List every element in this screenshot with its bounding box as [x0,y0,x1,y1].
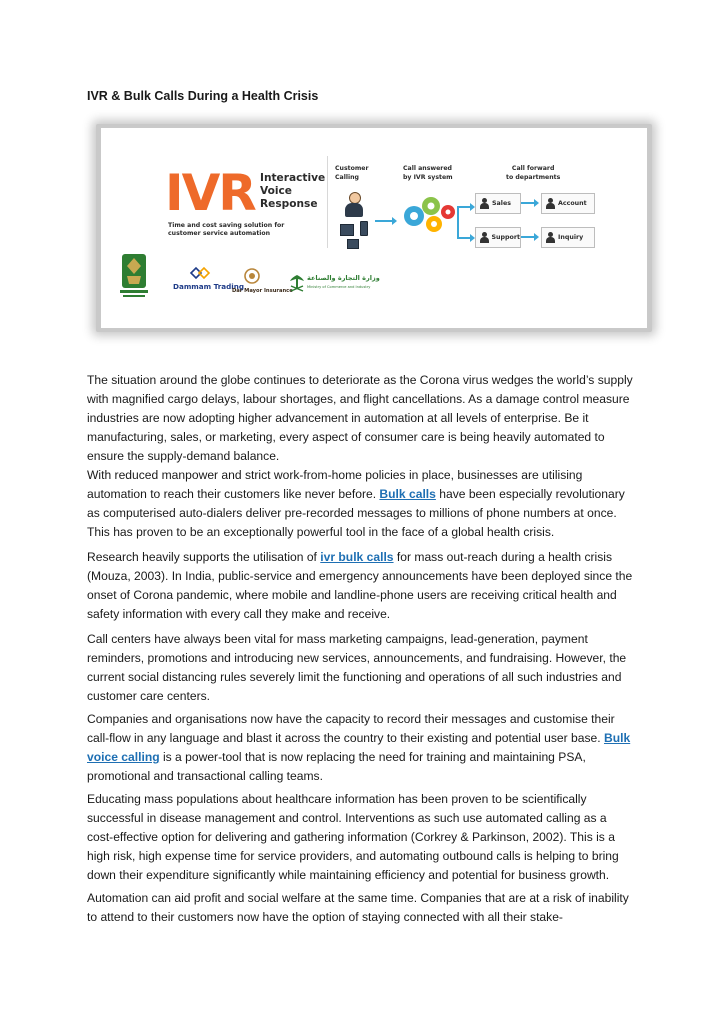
paragraph-text: have been especially revolutionary as computerised auto-dialers deliver pre-recorded messages to millions of phone numbers at once. This has proven to be an exceptionally powerful tool in the face of a global health crisis. [87,486,625,539]
ivr-subtitle: Interactive Voice Response [260,172,326,210]
desktop-icon [347,239,359,249]
paragraph-text: Automation can aid profit and social welfare at the same time. Companies that are at a risk of inability to attend to their customers now have the option of staying connected with all their stake- [87,891,629,924]
paragraph-text: Educating mass populations about healthcare information has been proven to be scientifically successful in disease management and control. Interventions as such use automated calling as a cost-effective option for delivering and gathering information (Corkrey & Parkinson, 2002). This is a high risk, high expense time for service providers, and automating outbound calls is helping to bring down their expenditure significantly while maintaining efficiency and potential for business growth. [87,792,619,882]
phone-icon [360,221,368,236]
paragraph-text: is a power-tool that is now replacing the need for training and maintaining PSA, promotional and transactional calling teams. [87,749,586,783]
ivr-banner-image [101,128,647,328]
body-paragraph [87,889,635,927]
dar-mark-icon [244,268,260,284]
inline-link[interactable]: Bulk calls [379,486,436,501]
gears-icon [399,194,457,236]
paragraph-text: The situation around the globe continues to deteriorate as the Corona virus wedges the world’s supply with magnified cargo delays, labour shortages, and flight cancellations. As a damage control measure industries are now adopting higher advancement in automation at all levels of enterprise. Be it manufacturing, sales, or marketing, every aspect of consumer care is being heavily automated to ensure the supply-demand balance. [87,373,633,463]
ivr-tagline: Time and cost saving solution for customer service automation [168,222,285,237]
inline-link[interactable]: Bulk voice calling [87,730,631,764]
dept-inquiry: Inquiry [541,227,595,248]
ivr-logo-text: IVR [165,164,255,222]
dept-account: Account [541,193,595,214]
call-forward-heading: Call forward to departments [506,165,561,181]
flow-arrow-icon [521,202,535,204]
body-paragraph [87,790,635,885]
document-title: IVR & Bulk Calls During a Health Crisis [87,89,319,103]
banner-divider [327,156,328,248]
person-icon [546,232,555,243]
dept-sales: Sales [475,193,521,214]
dammam-mark-icon [189,266,211,280]
flow-arrow-icon [457,206,471,208]
ministry-commerce-logo: وزارة التجارة والصناعة Ministry of Commerce and Industry [289,274,371,294]
flow-arrow-icon [375,220,393,222]
call-answered-heading: Call answered by IVR system [403,165,453,181]
paragraph-text: Companies and organisations now have the capacity to record their messages and customise their call-flow in any language and blast it across the country to their existing and potential user base. [87,712,615,745]
palm-swords-icon [289,274,305,294]
body-paragraph [87,371,635,466]
person-icon [546,198,555,209]
body-paragraph [87,548,635,624]
dammam-trading-logo: Dammam Trading [173,266,233,296]
flow-arrow-icon [457,237,471,239]
flow-arrow-icon [521,236,535,238]
inline-link[interactable]: ivr bulk calls [320,550,394,564]
paragraph-text: With reduced manpower and strict work-from-home policies in place, businesses are utilising automation to reach their customers like never before. [87,468,583,501]
dept-support: Support [475,227,521,248]
customer-person-icon [344,192,364,218]
person-icon [480,232,489,243]
body-paragraph [87,466,635,542]
paragraph-text: Research heavily supports the utilisation of [87,550,321,564]
flow-connector [457,206,459,238]
paragraph-text: Call centers have always been vital for mass marketing campaigns, lead-generation, payment reminders, promotions and introducing new services, announcements, and fundraising. However, the current social distancing rules severely limit the functioning and operations of all such industries and customer care centers. [87,632,627,703]
laptop-icon [340,224,354,236]
paragraph-text: for mass out-reach during a health crisis (Mouza, 2003). In India, public-service and emergency announcements have been deployed since the onset of Corona pandemic, where mobile and landline-phone users are receiving critical health and safety information with every call they make and receive. [87,550,633,621]
saudi-seal-logo [117,252,151,300]
customer-calling-heading: Customer Calling [335,165,369,181]
dar-mayor-insurance-logo: Dar Mayor Insurance [230,268,290,300]
person-icon [480,198,489,209]
body-paragraph [87,710,635,786]
body-paragraph [87,630,635,706]
